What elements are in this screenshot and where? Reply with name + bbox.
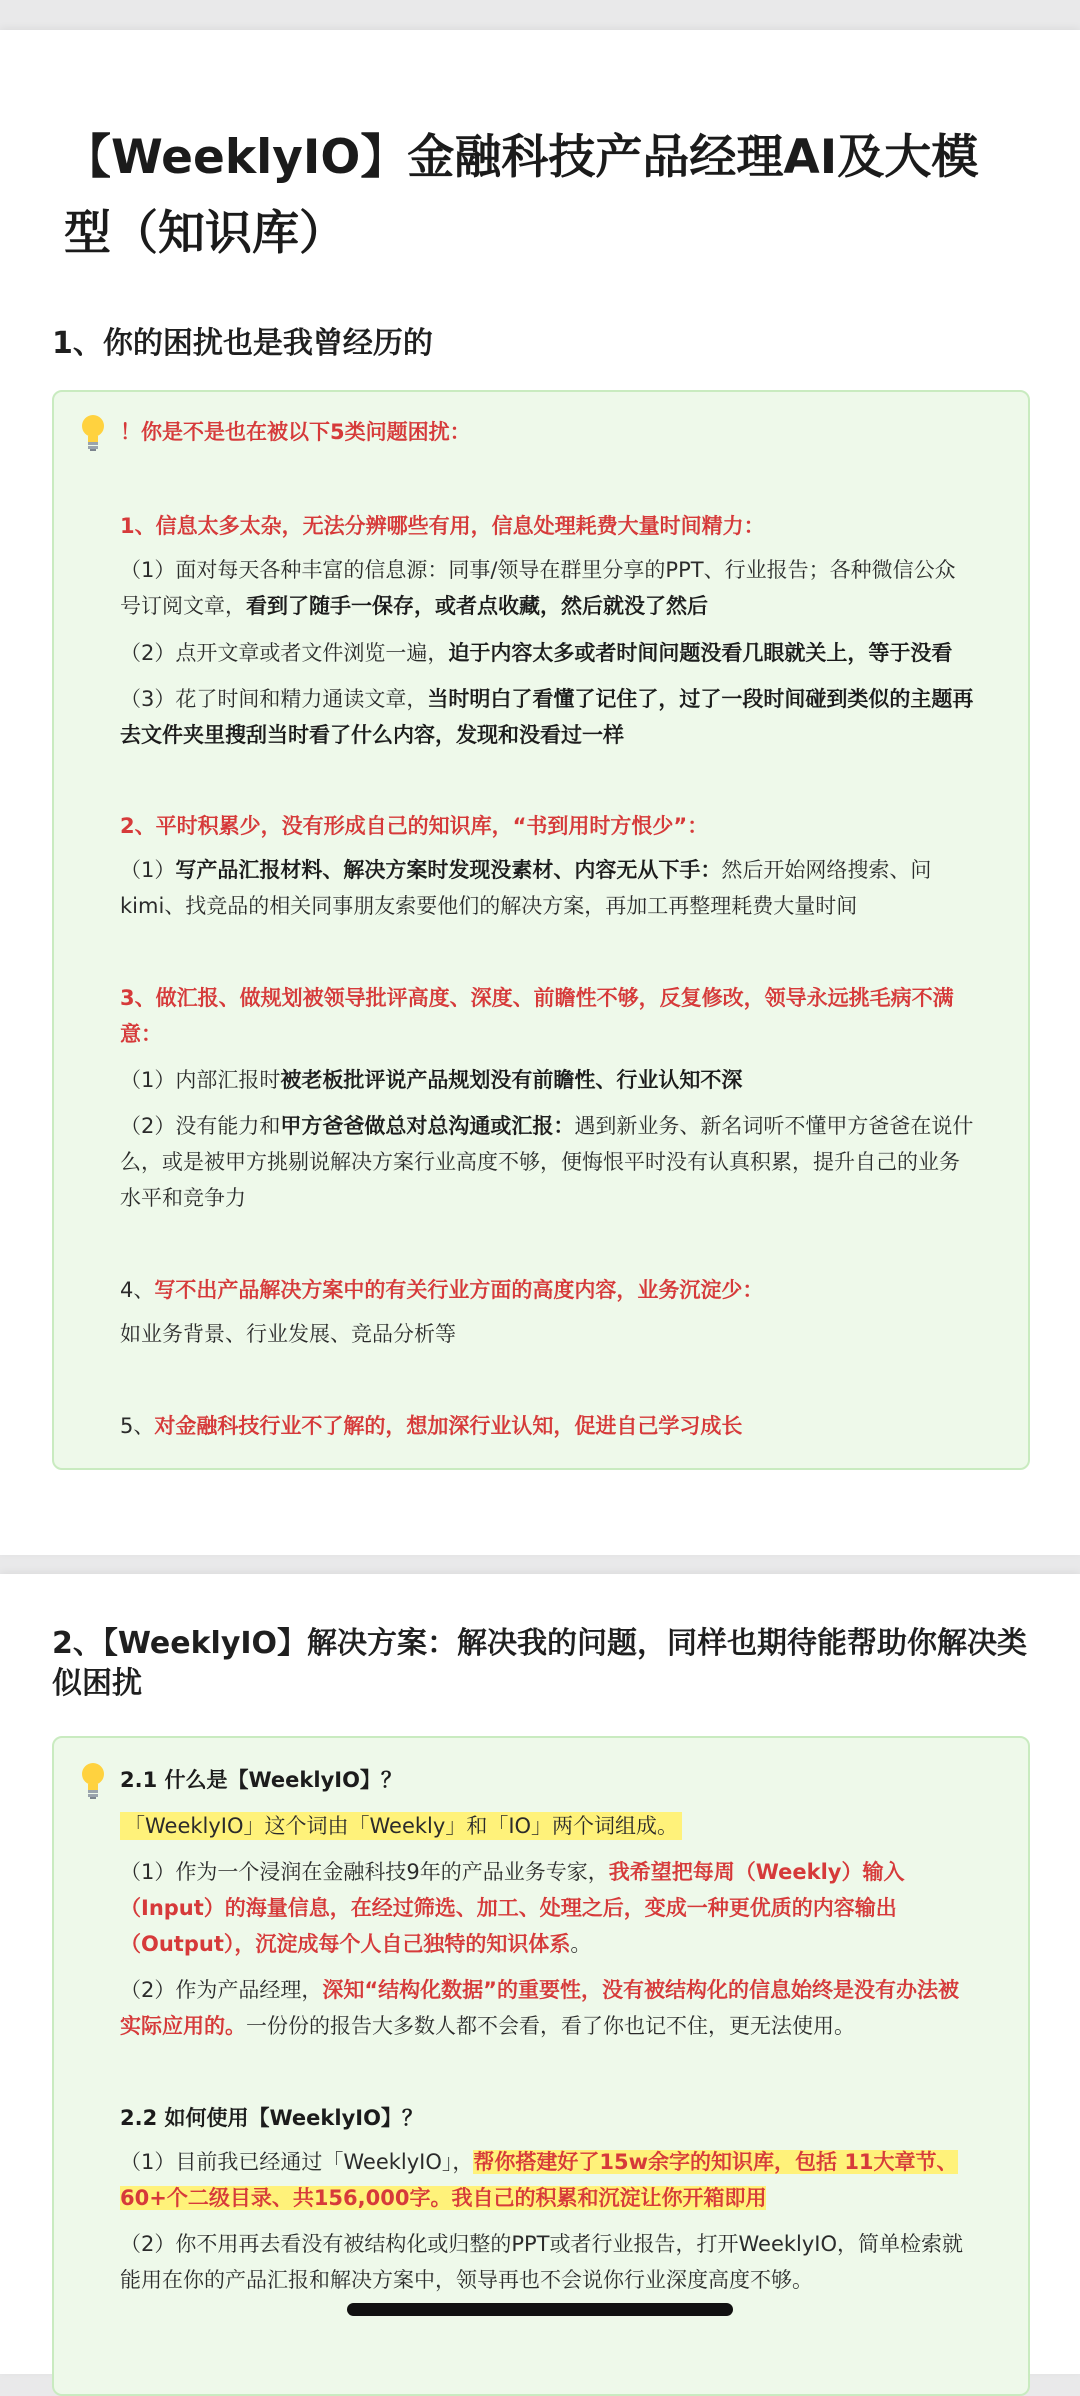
problem-4-title: 4、写不出产品解决方案中的有关行业方面的高度内容，业务沉淀少： (120, 1278, 764, 1302)
problem-3-line-2b: 么，或是被甲方挑剔说解决方案行业高度不够，便悔恨平时没有认真积累，提升自己的业务 (120, 1150, 960, 1174)
problem-5-title: 5、对金融科技行业不了解的，想加深行业认知，促进自己学习成长 (120, 1414, 743, 1438)
problem-2-title: 2、平时积累少，没有形成自己的知识库，“书到用时方恨少”： (120, 814, 709, 838)
callout-intro: ！你是不是也在被以下5类问题困扰： (120, 420, 471, 444)
subsection-2-2-title: 2.2 如何使用【WeeklyIO】？ (120, 2106, 423, 2130)
subsection-2-2-line-1a: （1）目前我已经通过「WeeklyIO」，帮你搭建好了15w余字的知识库，包括 11大章节、 (120, 2150, 958, 2174)
problem-1-line-1b: 号订阅文章，看到了随手一保存，或者点收藏，然后就没了然后 (120, 594, 708, 618)
subsection-2-2-line-2a: （2）你不用再去看没有被结构化或归整的PPT或者行业报告，打开WeeklyIO，简单检索就 (120, 2232, 964, 2256)
subsection-2-2-line-1b: 60+个二级目录、共156,000字。我自己的积累和沉淀让你开箱即用 (120, 2186, 767, 2210)
problem-3-line-2a: （2）没有能力和甲方爸爸做总对总沟通或汇报：遇到新业务、新名词听不懂甲方爸爸在说什 (120, 1114, 974, 1138)
problem-3-title-a: 3、做汇报、做规划被领导批评高度、深度、前瞻性不够，反复修改，领导永远挑毛病不满 (120, 986, 954, 1010)
problem-4-line: 如业务背景、行业发展、竞品分析等 (120, 1322, 456, 1346)
problem-3-line-2c: 水平和竞争力 (120, 1186, 246, 1210)
subsection-2-2-line-2b: 能用在你的产品汇报和解决方案中，领导再也不会说你行业深度高度不够。 (120, 2268, 813, 2292)
problem-1-line-3b: 去文件夹里搜刮当时看了什么内容，发现和没看过一样 (120, 723, 624, 747)
problem-1-line-1a: （1）面对每天各种丰富的信息源：同事/领导在群里分享的PPT、行业报告；各种微信公众 (120, 558, 956, 582)
home-indicator[interactable] (347, 2303, 733, 2316)
problem-2-line-1b: kimi、找竞品的相关同事朋友索要他们的解决方案，再加工再整理耗费大量时间 (120, 894, 858, 918)
subsection-2-1-line-2b: 实际应用的。一份份的报告大多数人都不会看，看了你也记不住，更无法使用。 (120, 2014, 855, 2038)
problem-1-line-2: （2）点开文章或者文件浏览一遍，迫于内容太多或者时间问题没看几眼就关上，等于没看 (120, 641, 953, 665)
problem-1-line-3a: （3）花了时间和精力通读文章，当时明白了看懂了记住了，过了一段时间碰到类似的主题再 (120, 687, 974, 711)
lightbulb-icon (78, 1760, 108, 1800)
subsection-2-1-line-2a: （2）作为产品经理，深知“结构化数据”的重要性，没有被结构化的信息始终是没有办法被 (120, 1978, 959, 2002)
subsection-2-1-title: 2.1 什么是【WeeklyIO】？ (120, 1768, 402, 1792)
subsection-2-1-line-1a: （1）作为一个浸润在金融科技9年的产品业务专家，我希望把每周（Weekly）输入 (120, 1860, 905, 1884)
section-1-heading: 1、你的困扰也是我曾经历的 (52, 326, 433, 361)
section-2-heading-a: 2、【WeeklyIO】解决方案：解决我的问题，同样也期待能帮助你解决类 (52, 1626, 1028, 1661)
callout-solution (52, 1736, 1030, 2396)
section-2-heading-b: 似困扰 (52, 1666, 142, 1701)
problem-3-line-1: （1）内部汇报时被老板批评说产品规划没有前瞻性、行业认知不深 (120, 1068, 743, 1092)
subsection-2-1-line-1b: （Input）的海量信息，在经过筛选、加工、处理之后，变成一种更优质的内容输出 (120, 1896, 897, 1920)
subsection-2-1-highlight: 「WeeklyIO」这个词由「Weekly」和「IO」两个词组成。 (120, 1808, 1010, 1844)
page-title: 【WeeklyIO】金融科技产品经理AI及大模型（知识库） (64, 130, 979, 261)
subsection-2-1-line-1c: （Output），沉淀成每个人自己独特的知识体系。 (120, 1932, 592, 1956)
problem-1-title: 1、信息太多太杂，无法分辨哪些有用，信息处理耗费大量时间精力： (120, 514, 765, 538)
lightbulb-icon (78, 412, 108, 452)
problem-2-line-1a: （1）写产品汇报材料、解决方案时发现没素材、内容无从下手：然后开始网络搜索、问 (120, 858, 932, 882)
problem-3-title-b: 意： (120, 1022, 162, 1046)
callout-problems (52, 390, 1030, 1470)
